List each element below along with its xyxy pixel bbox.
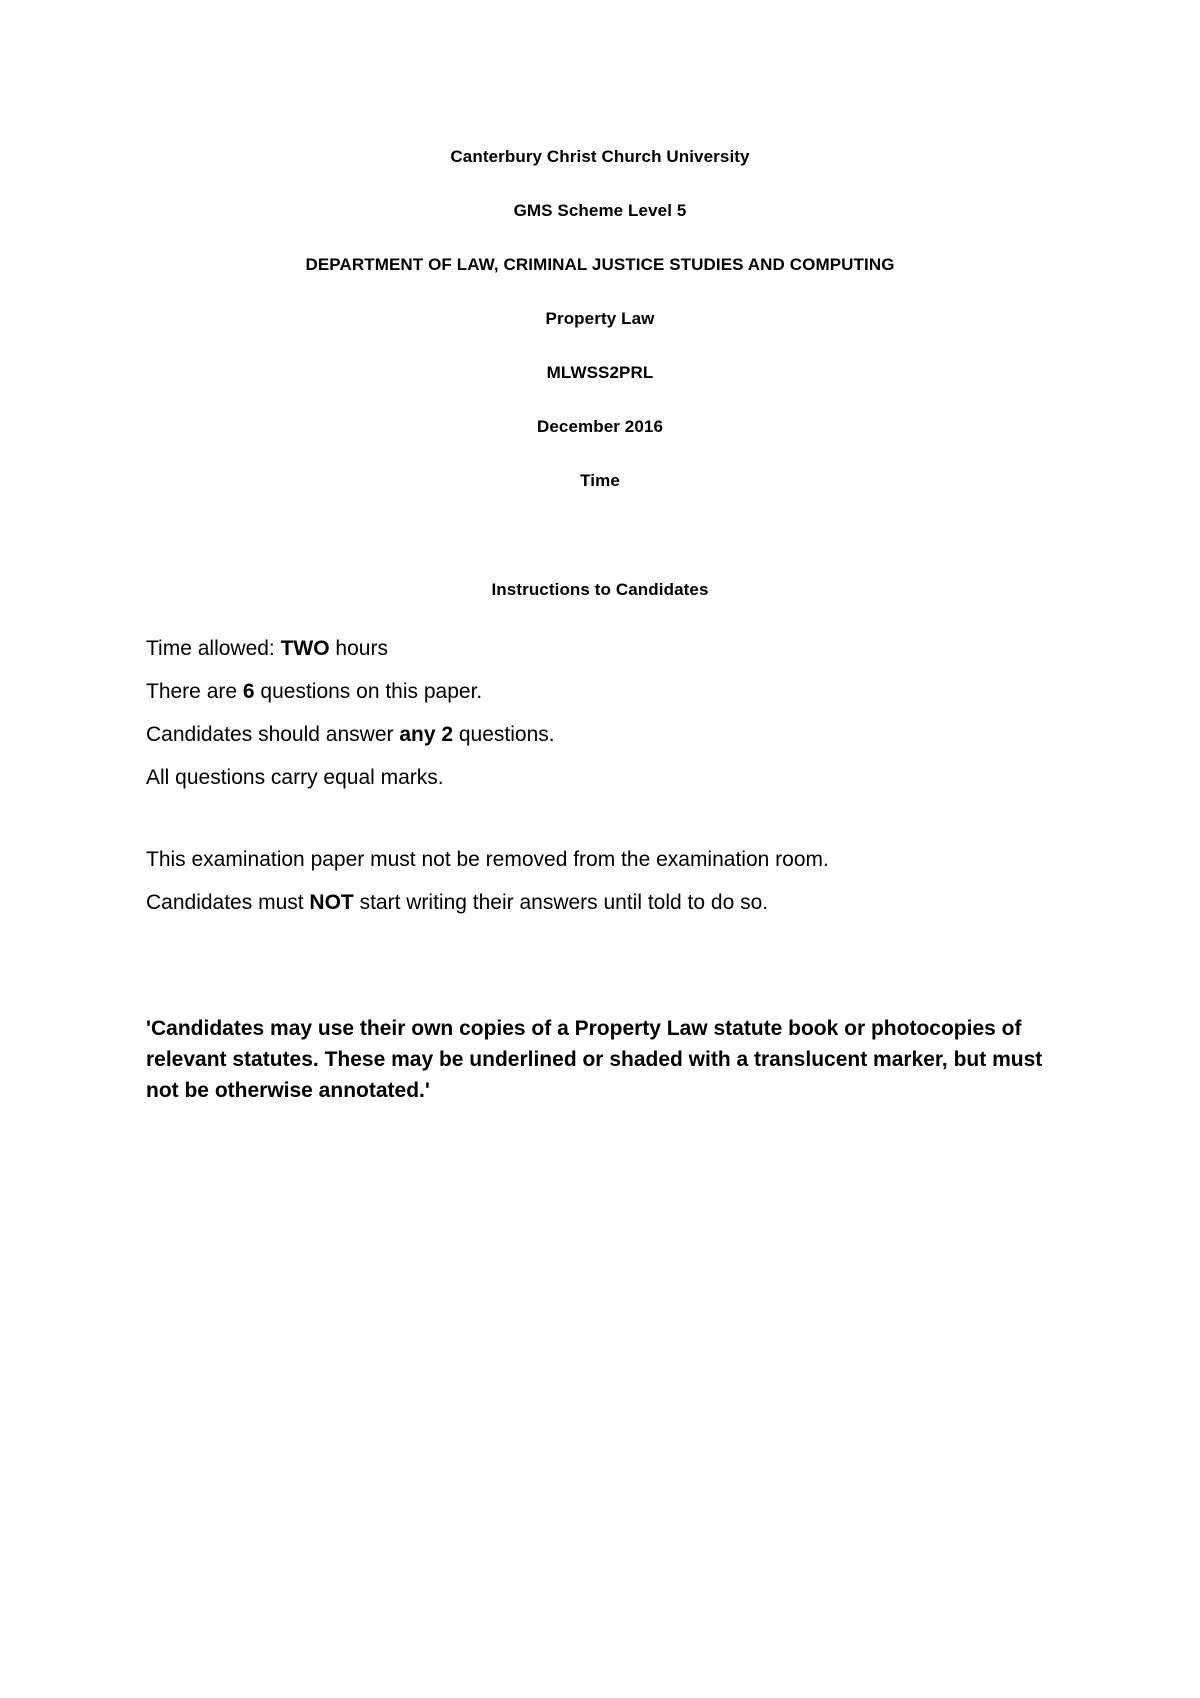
time-allowed-prefix: Time allowed: xyxy=(146,637,281,660)
question-count-line xyxy=(146,680,482,704)
time-allowed-suffix: hours xyxy=(329,637,388,660)
time-allowed-value: TWO xyxy=(280,637,330,660)
answer-requirement-value: any 2 xyxy=(399,723,454,746)
time-label: Time xyxy=(580,471,620,490)
start-writing-prefix: Candidates must xyxy=(146,891,310,914)
answer-requirement-prefix: Candidates should answer xyxy=(146,723,400,746)
answer-requirement-suffix: questions. xyxy=(453,723,555,746)
question-count-value: 6 xyxy=(242,680,255,703)
time-allowed-line xyxy=(146,637,388,661)
question-count-suffix: questions on this paper. xyxy=(254,680,483,703)
exam-date: December 2016 xyxy=(536,417,664,436)
removal-notice-line: This examination paper must not be removed from the examination room. xyxy=(146,848,829,871)
scheme-level: GMS Scheme Level 5 xyxy=(513,201,687,220)
university-name: Canterbury Christ Church University xyxy=(450,147,750,166)
instructions-heading: Instructions to Candidates xyxy=(491,580,709,599)
department-name: DEPARTMENT OF LAW, CRIMINAL JUSTICE STUDIES AND COMPUTING xyxy=(305,255,895,274)
start-writing-suffix: start writing their answers until told to do so. xyxy=(353,891,769,914)
question-count-prefix: There are xyxy=(146,680,243,703)
equal-marks-line: All questions carry equal marks. xyxy=(146,766,444,789)
answer-requirement-line xyxy=(146,723,555,747)
start-writing-emphasis: NOT xyxy=(309,891,354,914)
module-title: Property Law xyxy=(545,309,655,328)
module-code: MLWSS2PRL xyxy=(546,363,654,382)
start-writing-line xyxy=(146,891,768,915)
statute-book-notice: 'Candidates may use their own copies of a Property Law statute book or photocopies of relevant statutes. These may be underlined or shaded with a translucent marker, but must not be otherwise annotated.' xyxy=(146,1017,1043,1102)
